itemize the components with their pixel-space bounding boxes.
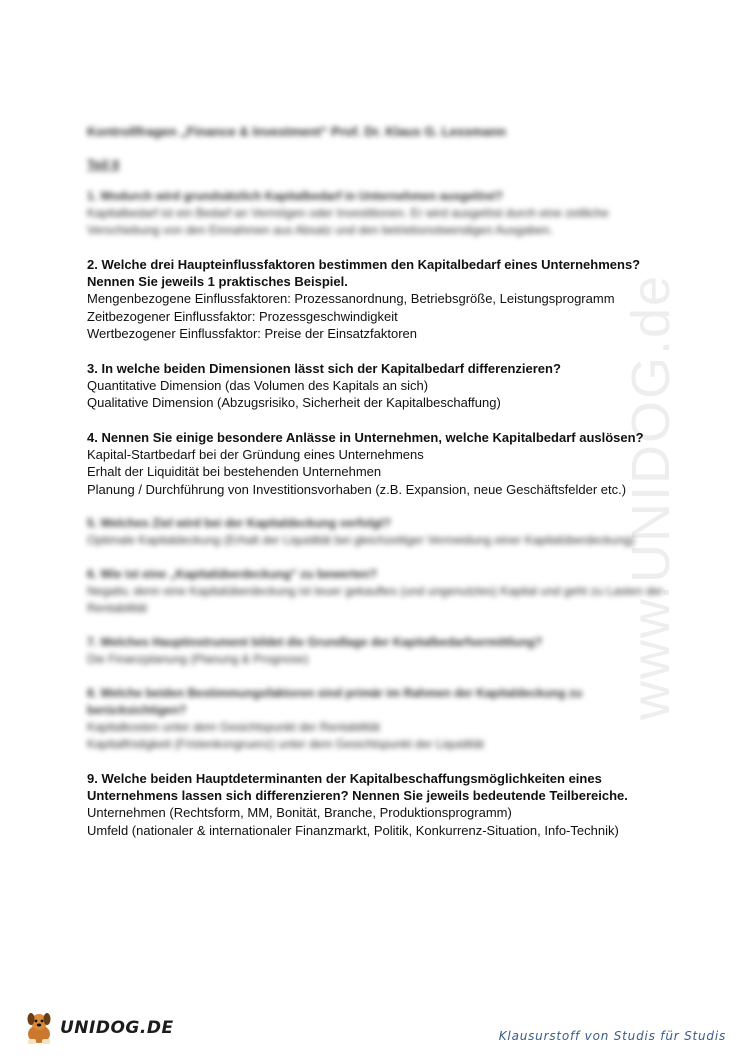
answer-line: Unternehmen (Rechtsform, MM, Bonität, Branche, Produktionsprogramm) bbox=[87, 805, 512, 820]
answer-line: Kapitalbedarf ist ein Bedarf an Vermögen oder Investitionen. Er wird ausgelöst durch eine zeitliche Verschiebung von den Einnahmen aus Absatz und den betriebsnotwendigen Ausgaben. bbox=[87, 206, 609, 237]
question-block-2 bbox=[87, 256, 677, 343]
answer-line: Negativ, denn eine Kapitalüberdeckung ist teuer gekauftes (und ungenutztes) Kapital und geht zu Lasten der Rentabilität bbox=[87, 584, 664, 615]
answer-line: Kapitalfristigkeit (Fristenkongruenz) unter dem Gesichtspunkt der Liquidität bbox=[87, 737, 484, 751]
question-block-4 bbox=[87, 429, 677, 499]
question: 9. Welche beiden Hauptdeterminanten der Kapitalbeschaffungsmöglichkeiten eines Unternehmens lassen sich differenzieren? Nennen Sie jeweils bedeutende Teilbereiche. bbox=[87, 771, 628, 803]
answer-line: Qualitative Dimension (Abzugsrisiko, Sicherheit der Kapitalbeschaffung) bbox=[87, 395, 501, 410]
question: 1. Wodurch wird grundsätzlich Kapitalbedarf in Unternehmen ausgelöst? bbox=[87, 189, 503, 203]
footer-slogan: Klausurstoff von Studis für Studis bbox=[498, 1029, 726, 1043]
dog-mascot-icon bbox=[22, 1010, 56, 1046]
watermark: www.UNIDOG.de bbox=[621, 273, 681, 720]
question: 3. In welche beiden Dimensionen lässt sich der Kapitalbedarf differenzieren? bbox=[87, 360, 561, 376]
question: 2. Welche drei Haupteinflussfaktoren bestimmen den Kapitalbedarf eines Unternehmens? Nennen Sie jeweils 1 praktisches Beispiel. bbox=[87, 257, 641, 289]
answer-line: Umfeld (nationaler & internationaler Finanzmarkt, Politik, Konkurrenz-Situation, Info-Technik) bbox=[87, 822, 619, 838]
answer-line: Wertbezogener Einflussfaktor: Preise der Einsatzfaktoren bbox=[87, 326, 417, 341]
answer-line: Die Finanzplanung (Planung & Prognose) bbox=[87, 652, 309, 666]
question-block-8 bbox=[87, 685, 677, 753]
question-block-7 bbox=[87, 634, 677, 668]
question: 6. Wie ist eine „Kapitalüberdeckung“ zu bewerten? bbox=[87, 567, 377, 581]
answer-line: Zeitbezogener Einflussfaktor: Prozessgeschwindigkeit bbox=[87, 308, 398, 324]
answer-line: Mengenbezogene Einflussfaktoren: Prozessanordnung, Betriebsgröße, Leistungsprogramm bbox=[87, 291, 615, 306]
answer-line: Erhalt der Liquidität bei bestehenden Unternehmen bbox=[87, 464, 382, 479]
question-block-6 bbox=[87, 566, 677, 617]
document-header: Kontrollfragen „Finance & Investment“ Prof. Dr. Klaus G. Lessmann bbox=[87, 124, 506, 139]
question-block-5 bbox=[87, 515, 677, 549]
question: 8. Welche beiden Bestimmungsfaktoren sind primär im Rahmen der Kapitaldeckung zu berücksichtigen? bbox=[87, 686, 583, 717]
logo-text: UNIDOG.DE bbox=[60, 1018, 174, 1038]
answer-line: Kapital-Startbedarf bei der Gründung eines Unternehmens bbox=[87, 446, 424, 462]
document-content bbox=[87, 120, 677, 856]
answer-line: Planung / Durchführung von Investitionsvorhaben (z.B. Expansion, neue Geschäftsfelder etc.) bbox=[87, 481, 627, 497]
part-title: Teil II bbox=[87, 157, 120, 172]
question-block-9 bbox=[87, 770, 677, 839]
answer-line: Quantitative Dimension (das Volumen des Kapitals an sich) bbox=[87, 377, 429, 393]
unidog-logo bbox=[22, 1008, 174, 1048]
answer-line: Optimale Kapitaldeckung (Erhalt der Liquidität bei gleichzeitiger Vermeidung einer Kapitalüberdeckung) bbox=[87, 533, 635, 547]
question: 4. Nennen Sie einige besondere Anlässe in Unternehmen, welche Kapitalbedarf auslösen? bbox=[87, 429, 644, 445]
question-block-3 bbox=[87, 360, 677, 412]
question: 7. Welches Hauptinstrument bildet die Grundlage der Kapitalbedarfsermittlung? bbox=[87, 635, 543, 649]
answer-line: Kapitalkosten unter dem Gesichtspunkt der Rentabilität bbox=[87, 720, 380, 734]
question: 5. Welches Ziel wird bei der Kapitaldeckung verfolgt? bbox=[87, 516, 391, 530]
question-block-1 bbox=[87, 188, 677, 239]
